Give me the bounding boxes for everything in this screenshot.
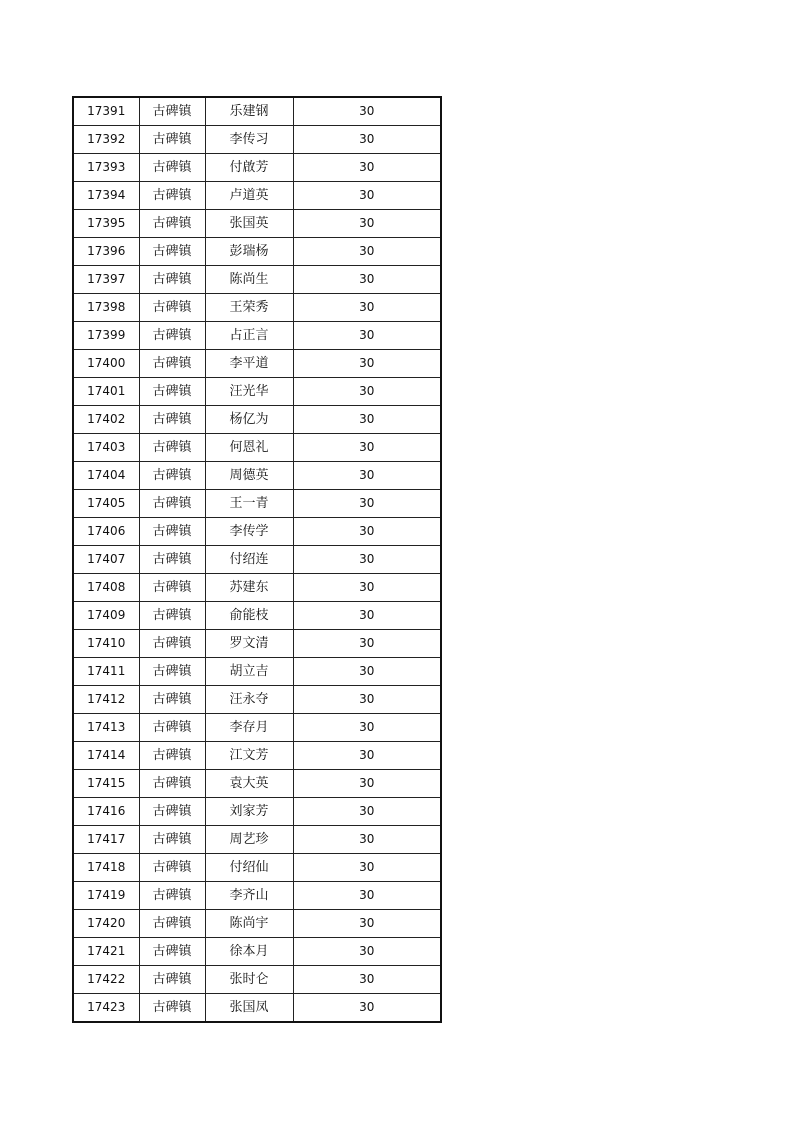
row-number-cell: 17391 <box>73 97 139 126</box>
town-cell: 古碑镇 <box>139 574 205 602</box>
amount-cell: 30 <box>293 798 441 826</box>
town-cell: 古碑镇 <box>139 294 205 322</box>
person-name-cell: 袁大英 <box>205 770 293 798</box>
town-cell: 古碑镇 <box>139 378 205 406</box>
amount-cell: 30 <box>293 490 441 518</box>
person-name-cell: 陈尚宇 <box>205 910 293 938</box>
amount-cell: 30 <box>293 994 441 1023</box>
row-number-cell: 17422 <box>73 966 139 994</box>
table-row <box>73 238 441 266</box>
town-cell: 古碑镇 <box>139 434 205 462</box>
table-row <box>73 182 441 210</box>
amount-cell: 30 <box>293 434 441 462</box>
amount-cell: 30 <box>293 266 441 294</box>
row-number-cell: 17415 <box>73 770 139 798</box>
town-cell: 古碑镇 <box>139 182 205 210</box>
town-cell: 古碑镇 <box>139 882 205 910</box>
table-row <box>73 294 441 322</box>
amount-cell: 30 <box>293 658 441 686</box>
person-name-cell: 卢道英 <box>205 182 293 210</box>
person-name-cell: 汪永夺 <box>205 686 293 714</box>
row-number-cell: 17410 <box>73 630 139 658</box>
amount-cell: 30 <box>293 910 441 938</box>
table-row <box>73 994 441 1023</box>
table-row <box>73 742 441 770</box>
person-name-cell: 徐本月 <box>205 938 293 966</box>
town-cell: 古碑镇 <box>139 210 205 238</box>
town-cell: 古碑镇 <box>139 126 205 154</box>
row-number-cell: 17423 <box>73 994 139 1023</box>
town-cell: 古碑镇 <box>139 798 205 826</box>
amount-cell: 30 <box>293 770 441 798</box>
table-row <box>73 826 441 854</box>
town-cell: 古碑镇 <box>139 322 205 350</box>
amount-cell: 30 <box>293 938 441 966</box>
person-name-cell: 乐建钢 <box>205 97 293 126</box>
town-cell: 古碑镇 <box>139 350 205 378</box>
table-row <box>73 490 441 518</box>
person-name-cell: 杨亿为 <box>205 406 293 434</box>
town-cell: 古碑镇 <box>139 686 205 714</box>
amount-cell: 30 <box>293 630 441 658</box>
row-number-cell: 17400 <box>73 350 139 378</box>
row-number-cell: 17412 <box>73 686 139 714</box>
town-cell: 古碑镇 <box>139 154 205 182</box>
table-row <box>73 462 441 490</box>
amount-cell: 30 <box>293 574 441 602</box>
row-number-cell: 17392 <box>73 126 139 154</box>
amount-cell: 30 <box>293 518 441 546</box>
person-name-cell: 罗文清 <box>205 630 293 658</box>
town-cell: 古碑镇 <box>139 658 205 686</box>
row-number-cell: 17397 <box>73 266 139 294</box>
town-cell: 古碑镇 <box>139 266 205 294</box>
town-cell: 古碑镇 <box>139 462 205 490</box>
person-name-cell: 何恩礼 <box>205 434 293 462</box>
town-cell: 古碑镇 <box>139 910 205 938</box>
person-name-cell: 李齐山 <box>205 882 293 910</box>
person-name-cell: 王一青 <box>205 490 293 518</box>
amount-cell: 30 <box>293 154 441 182</box>
table-row <box>73 882 441 910</box>
table-row <box>73 210 441 238</box>
town-cell: 古碑镇 <box>139 406 205 434</box>
person-name-cell: 李存月 <box>205 714 293 742</box>
person-name-cell: 苏建东 <box>205 574 293 602</box>
person-name-cell: 王荣秀 <box>205 294 293 322</box>
row-number-cell: 17407 <box>73 546 139 574</box>
row-number-cell: 17396 <box>73 238 139 266</box>
table-row <box>73 798 441 826</box>
person-name-cell: 李传学 <box>205 518 293 546</box>
row-number-cell: 17417 <box>73 826 139 854</box>
town-cell: 古碑镇 <box>139 770 205 798</box>
table-row <box>73 966 441 994</box>
town-cell: 古碑镇 <box>139 97 205 126</box>
row-number-cell: 17399 <box>73 322 139 350</box>
amount-cell: 30 <box>293 462 441 490</box>
person-name-cell: 周艺珍 <box>205 826 293 854</box>
row-number-cell: 17413 <box>73 714 139 742</box>
table-row <box>73 574 441 602</box>
row-number-cell: 17393 <box>73 154 139 182</box>
town-cell: 古碑镇 <box>139 854 205 882</box>
amount-cell: 30 <box>293 602 441 630</box>
amount-cell: 30 <box>293 742 441 770</box>
town-cell: 古碑镇 <box>139 546 205 574</box>
amount-cell: 30 <box>293 238 441 266</box>
table-row <box>73 938 441 966</box>
amount-cell: 30 <box>293 826 441 854</box>
row-number-cell: 17418 <box>73 854 139 882</box>
amount-cell: 30 <box>293 686 441 714</box>
town-cell: 古碑镇 <box>139 490 205 518</box>
row-number-cell: 17409 <box>73 602 139 630</box>
person-name-cell: 周德英 <box>205 462 293 490</box>
amount-cell: 30 <box>293 966 441 994</box>
row-number-cell: 17398 <box>73 294 139 322</box>
person-name-cell: 李传习 <box>205 126 293 154</box>
amount-cell: 30 <box>293 854 441 882</box>
person-name-cell: 付啟芳 <box>205 154 293 182</box>
row-number-cell: 17421 <box>73 938 139 966</box>
row-number-cell: 17405 <box>73 490 139 518</box>
town-cell: 古碑镇 <box>139 938 205 966</box>
town-cell: 古碑镇 <box>139 742 205 770</box>
table-row <box>73 434 441 462</box>
table-row <box>73 602 441 630</box>
table-row <box>73 546 441 574</box>
row-number-cell: 17411 <box>73 658 139 686</box>
person-name-cell: 张国凤 <box>205 994 293 1023</box>
table-row <box>73 770 441 798</box>
row-number-cell: 17406 <box>73 518 139 546</box>
table-row <box>73 714 441 742</box>
table-row <box>73 97 441 126</box>
table-row <box>73 854 441 882</box>
row-number-cell: 17404 <box>73 462 139 490</box>
row-number-cell: 17416 <box>73 798 139 826</box>
row-number-cell: 17402 <box>73 406 139 434</box>
row-number-cell: 17408 <box>73 574 139 602</box>
roster-table-body <box>73 97 441 1022</box>
row-number-cell: 17394 <box>73 182 139 210</box>
person-name-cell: 汪光华 <box>205 378 293 406</box>
amount-cell: 30 <box>293 182 441 210</box>
amount-cell: 30 <box>293 97 441 126</box>
amount-cell: 30 <box>293 210 441 238</box>
amount-cell: 30 <box>293 350 441 378</box>
table-row <box>73 126 441 154</box>
table-row <box>73 686 441 714</box>
person-name-cell: 江文芳 <box>205 742 293 770</box>
town-cell: 古碑镇 <box>139 602 205 630</box>
row-number-cell: 17401 <box>73 378 139 406</box>
table-row <box>73 630 441 658</box>
row-number-cell: 17419 <box>73 882 139 910</box>
amount-cell: 30 <box>293 294 441 322</box>
town-cell: 古碑镇 <box>139 238 205 266</box>
row-number-cell: 17403 <box>73 434 139 462</box>
amount-cell: 30 <box>293 714 441 742</box>
table-row <box>73 518 441 546</box>
table-row <box>73 350 441 378</box>
town-cell: 古碑镇 <box>139 966 205 994</box>
person-name-cell: 张时仑 <box>205 966 293 994</box>
row-number-cell: 17420 <box>73 910 139 938</box>
person-name-cell: 付绍连 <box>205 546 293 574</box>
roster-table <box>72 96 442 1023</box>
person-name-cell: 胡立吉 <box>205 658 293 686</box>
person-name-cell: 占正言 <box>205 322 293 350</box>
row-number-cell: 17395 <box>73 210 139 238</box>
amount-cell: 30 <box>293 882 441 910</box>
person-name-cell: 彭瑞杨 <box>205 238 293 266</box>
amount-cell: 30 <box>293 378 441 406</box>
table-row <box>73 154 441 182</box>
town-cell: 古碑镇 <box>139 826 205 854</box>
town-cell: 古碑镇 <box>139 630 205 658</box>
person-name-cell: 付绍仙 <box>205 854 293 882</box>
row-number-cell: 17414 <box>73 742 139 770</box>
town-cell: 古碑镇 <box>139 518 205 546</box>
person-name-cell: 俞能枝 <box>205 602 293 630</box>
amount-cell: 30 <box>293 322 441 350</box>
person-name-cell: 李平道 <box>205 350 293 378</box>
person-name-cell: 陈尚生 <box>205 266 293 294</box>
table-row <box>73 378 441 406</box>
amount-cell: 30 <box>293 126 441 154</box>
amount-cell: 30 <box>293 546 441 574</box>
person-name-cell: 张国英 <box>205 210 293 238</box>
table-row <box>73 322 441 350</box>
table-row <box>73 658 441 686</box>
table-row <box>73 266 441 294</box>
town-cell: 古碑镇 <box>139 714 205 742</box>
table-row <box>73 910 441 938</box>
town-cell: 古碑镇 <box>139 994 205 1023</box>
table-row <box>73 406 441 434</box>
amount-cell: 30 <box>293 406 441 434</box>
person-name-cell: 刘家芳 <box>205 798 293 826</box>
